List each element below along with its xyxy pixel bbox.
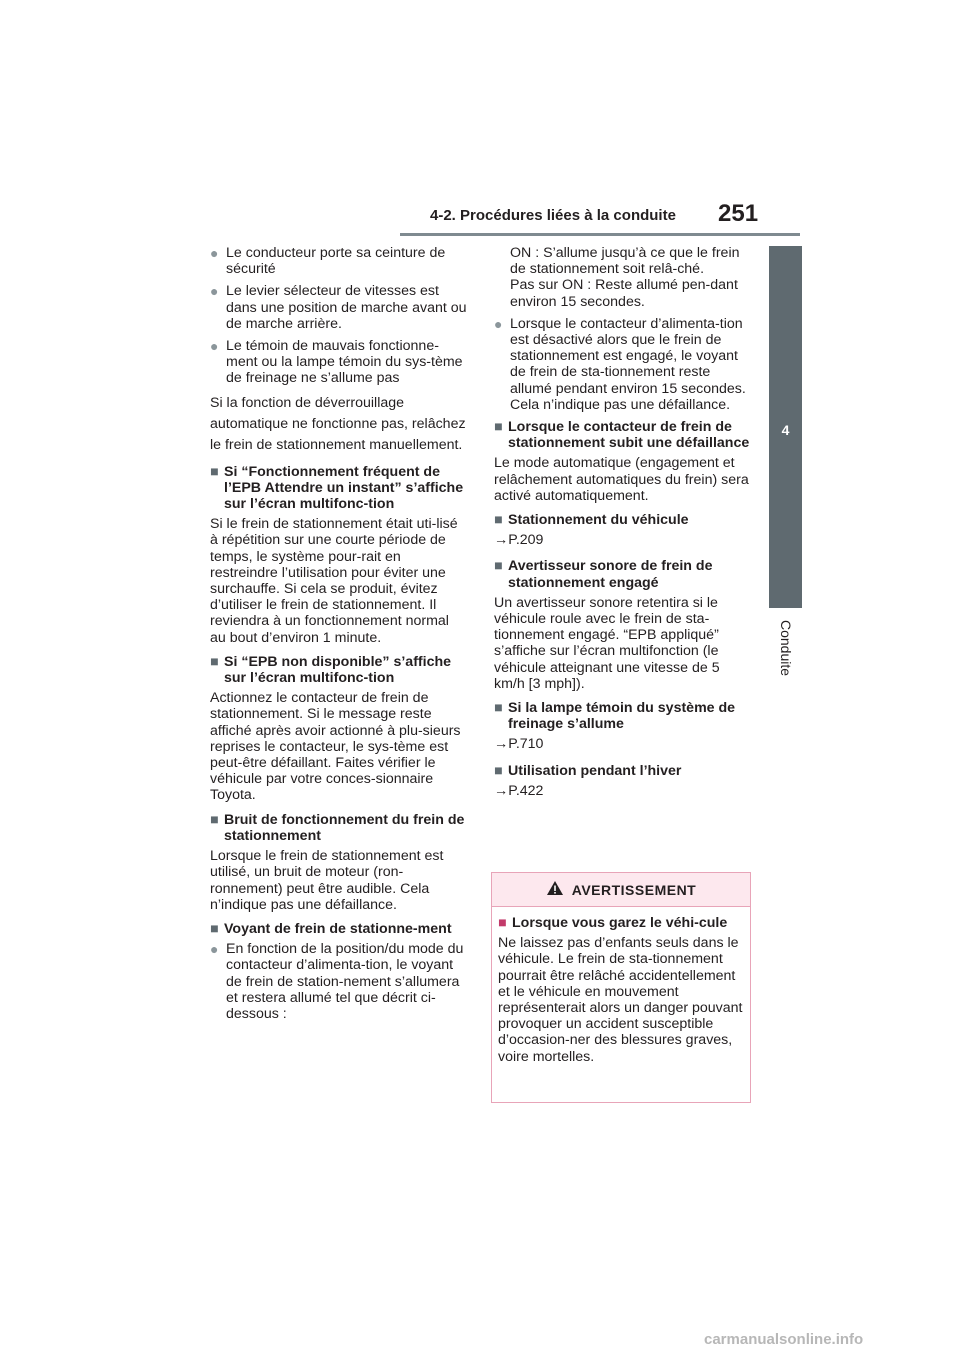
section-heading: ■ Si “EPB non disponible” s’affiche sur l’écran multifonc-tion (210, 653, 452, 687)
warning-header (492, 873, 750, 907)
section-heading: ■ Utilisation pendant l’hiver (494, 762, 682, 779)
section-heading: ■ Bruit de fonctionnement du frein de stationnement (210, 811, 465, 844)
warning-box (491, 872, 751, 1103)
chapter-title: 4-2. Procédures liées à la conduite (430, 207, 676, 224)
arrow-icon: → (494, 736, 509, 753)
watermark: carmanualsonline.info (704, 1331, 864, 1348)
section-heading: ■ Si “Fonctionnement fréquent de l’EPB Attendre un instant” s’affiche sur l’écran multifonc-tion (210, 463, 464, 513)
square-bullet-icon: ■ (494, 512, 503, 529)
warning-body (492, 907, 750, 1065)
square-bullet-icon: ■ (210, 920, 219, 937)
list-item: ● Le témoin de mauvais fonctionne-ment ou la lampe témoin du sys-tème de freinage ne s’allume pas (210, 338, 463, 387)
bullet-icon: ● (210, 245, 219, 261)
square-bullet-icon: ■ (210, 653, 219, 670)
square-bullet-icon: ■ (494, 419, 503, 436)
right-column (494, 245, 750, 809)
square-bullet-icon: ■ (210, 811, 219, 828)
list-item: ● Le levier sélecteur de vitesses est dans une position de marche avant ou de marche arrière. (210, 283, 467, 332)
list-item: ● En fonction de la position/du mode du contacteur d’alimenta-tion, le voyant de frein de station-nement s’allumera et restera allumé tel que décrit ci-dessous : (210, 941, 464, 1022)
section-heading: ■ Avertisseur sonore de frein de stationnement engagé (494, 558, 713, 591)
warning-title: AVERTISSEMENT (571, 881, 697, 898)
paragraph: Actionnez le contacteur de frein de stationnement. Si le message reste affiché après avoir actionné à plu-sieurs reprises le contacteur, le sys-tème est peut-être défaillant. Faites vérifier le véhicule par votre conces-sionnaire Toyota. (210, 690, 461, 804)
header-divider (400, 233, 800, 236)
section-heading: ■ Lorsque le contacteur de frein de stationnement subit une défaillance (494, 419, 750, 452)
page-reference[interactable]: →P.422 (494, 782, 544, 799)
chapter-side-tab (769, 246, 802, 608)
paragraph: Si la fonction de déverrouillage automatique ne fonctionne pas, relâchez le frein de stationnement manuellement. (210, 394, 466, 453)
bullet-icon: ● (210, 338, 219, 355)
page-reference[interactable]: →P.209 (494, 532, 544, 549)
page-header (0, 0, 960, 240)
square-bullet-icon: ■ (498, 915, 507, 931)
section-heading: ■ Si la lampe témoin du système de freinage s’allume (494, 700, 736, 733)
paragraph: Un avertisseur sonore retentira si le véhicule roule avec le frein de sta-tionnement engagé. “EPB appliqué” s’affiche sur l’écran multifonction (le véhicule atteignant une vitesse de 5 km/h [3 mph]). (494, 594, 720, 692)
chapter-number: 4 (781, 422, 790, 438)
square-bullet-icon: ■ (210, 463, 219, 480)
warning-triangle-icon (546, 880, 564, 899)
page-reference[interactable]: →P.710 (494, 736, 544, 753)
bullet-icon: ● (494, 315, 503, 332)
bullet-icon: ● (210, 283, 219, 300)
page-number: 251 (718, 200, 759, 227)
section-heading: ■ Stationnement du véhicule (494, 512, 689, 529)
paragraph: Le mode automatique (engagement et relâchement automatiques du frein) sera activé automatiquement. (494, 455, 749, 504)
section-heading: ■ Voyant de frein de stationne-ment (210, 920, 452, 937)
list-item: ● Lorsque le contacteur d’alimenta-tion est désactivé alors que le frein de stationnement est engagé, le voyant de frein de sta-tionnement reste allumé pendant environ 15 secondes. Cela n’indique pas une défaillance. (494, 315, 746, 413)
warning-text: Ne laissez pas d’enfants seuls dans le véhicule. Le frein de sta-tionnement pourrait être relâché accidentellement et le véhicule en mouvement représenterait alors un danger pouvant provoquer un accident susceptible d’occasion-ner des blessures graves, voire mortelles. (498, 935, 743, 1065)
list-item: ● Le conducteur porte sa ceinture de sécurité (210, 245, 446, 278)
arrow-icon: → (494, 532, 509, 549)
bullet-icon: ● (210, 941, 219, 958)
chapter-side-label: Conduite (778, 620, 794, 677)
square-bullet-icon: ■ (494, 558, 503, 575)
square-bullet-icon: ■ (494, 700, 503, 717)
square-bullet-icon: ■ (494, 762, 503, 779)
paragraph: Lorsque le frein de stationnement est utilisé, un bruit de moteur (ron-ronnement) peut être audible. Cela n’indique pas une défaillance. (210, 848, 444, 913)
paragraph: ON : S’allume jusqu’à ce que le frein de stationnement soit relâ-ché. Pas sur ON : Reste allumé pen-dant environ 15 secondes. (510, 245, 740, 310)
left-column (210, 245, 468, 1028)
arrow-icon: → (494, 782, 509, 799)
paragraph: Si le frein de stationnement était uti-lisé à répétition sur une courte période de temps, le système pour-rait en restreindre l’utilisation pour éviter une surchauffe. Si cela se produit, évitez d’utiliser le frein de stationnement. Il reviendra à un fonctionnement normal au bout d’environ 1 minute. (210, 516, 458, 646)
warning-heading: ■ Lorsque vous garez le véhi-cule (498, 915, 728, 931)
